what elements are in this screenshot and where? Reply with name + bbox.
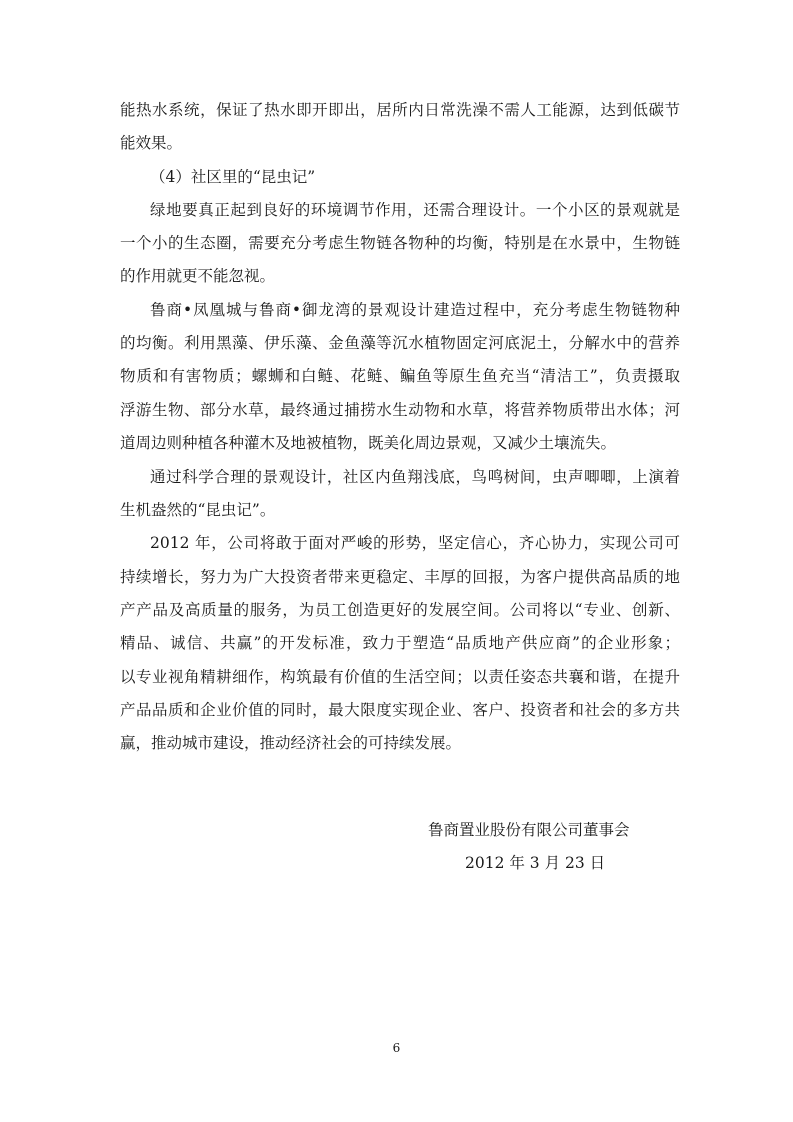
body-text-line: 通过科学合理的景观设计，社区内鱼翔浅底，鸟鸣树间，虫声唧唧，上演着: [150, 468, 680, 486]
page-number: 6: [392, 1041, 401, 1055]
section-heading: （4）社区里的“昆虫记”: [150, 168, 316, 186]
body-text-line: 的作用就更不能忽视。: [120, 267, 276, 285]
body-text-line: 赢，推动城市建设，推动经济社会的可持续发展。: [120, 734, 462, 752]
body-text-line: 一个小的生态圈，需要充分考虑生物链各物种的均衡，特别是在水景中，生物链: [120, 234, 680, 252]
body-text-line: 产产品及高质量的服务，为员工创造更好的发展空间。公司将以“专业、创新、: [120, 601, 680, 619]
signature-date: 2012 年 3 月 23 日: [465, 854, 606, 872]
body-text-line: 精品、诚信、共赢”的开发标准，致力于塑造“品质地产供应商”的企业形象；: [120, 634, 680, 652]
body-text-line: 产品品质和企业价值的同时，最大限度实现企业、客户、投资者和社会的多方共: [120, 701, 680, 719]
body-text-line: 持续增长，努力为广大投资者带来更稳定、丰厚的回报，为客户提供高品质的地: [120, 568, 680, 586]
body-text-line: 道周边则种植各种灌木及地被植物，既美化周边景观，又减少土壤流失。: [120, 434, 617, 452]
body-text-line: 鲁商•凤凰城与鲁商•御龙湾的景观设计建造过程中，充分考虑生物链物种: [150, 301, 680, 319]
body-text-line: 生机盎然的“昆虫记”。: [120, 501, 276, 519]
body-text-line: 以专业视角精耕细作，构筑最有价值的生活空间；以责任姿态共襄和谐，在提升: [120, 668, 680, 686]
body-text-line: 浮游生物、部分水草，最终通过捕捞水生动物和水草，将营养物质带出水体；河: [120, 401, 680, 419]
signature-company: 鲁商置业股份有限公司董事会: [428, 821, 630, 839]
body-text-line: 2012 年，公司将敢于面对严峻的形势，坚定信心，齐心协力，实现公司可: [150, 534, 680, 552]
body-text-line: 的均衡。利用黑藻、伊乐藻、金鱼藻等沉水植物固定河底泥土，分解水中的营养: [120, 334, 680, 352]
body-text-line: 能热水系统，保证了热水即开即出，居所内日常洗澡不需人工能源，达到低碳节: [120, 101, 680, 119]
body-text-line: 能效果。: [120, 134, 183, 152]
body-text-line: 绿地要真正起到良好的环境调节作用，还需合理设计。一个小区的景观就是: [150, 201, 680, 219]
body-text-line: 物质和有害物质；螺蛳和白鲢、花鲢、鳊鱼等原生鱼充当“清洁工”，负责摄取: [120, 367, 680, 385]
